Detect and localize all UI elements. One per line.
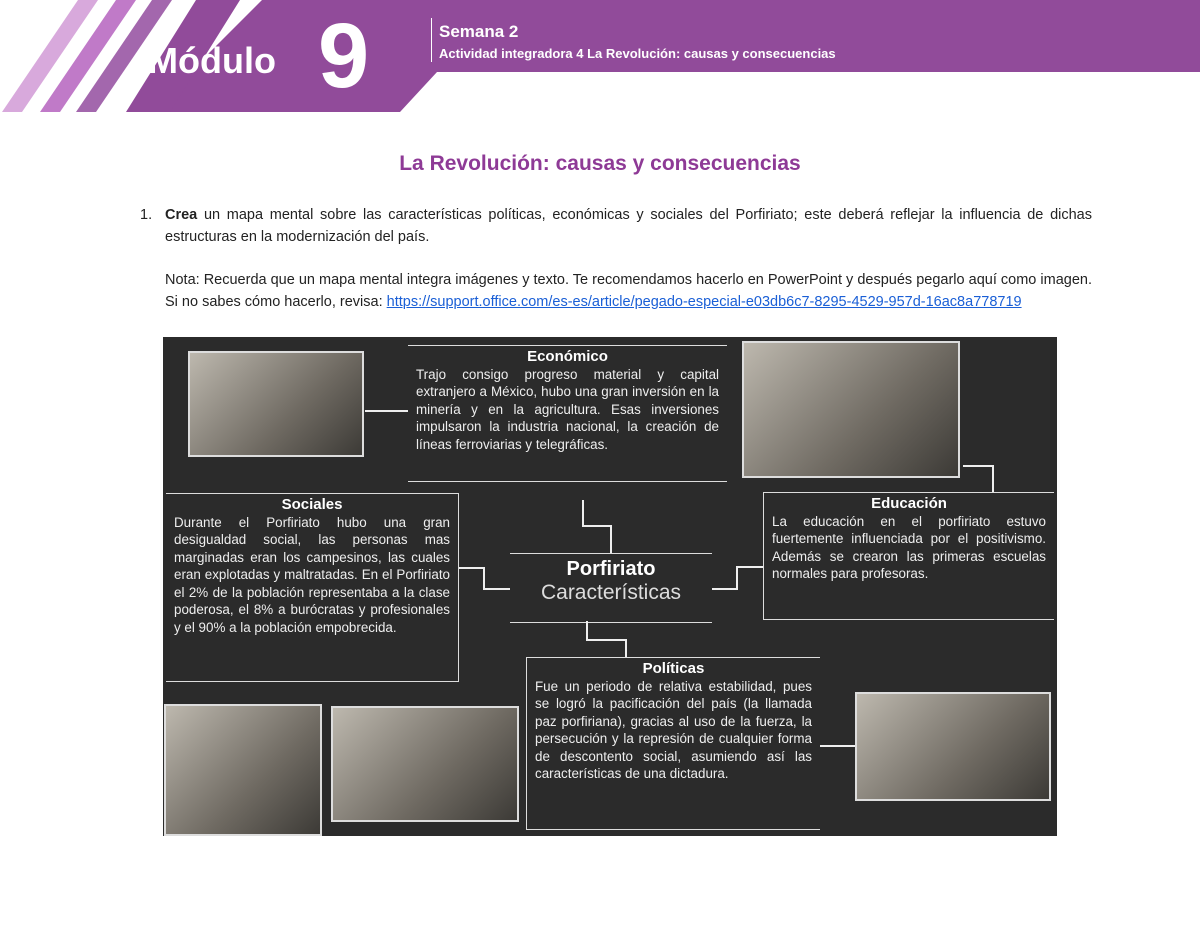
center-title: Porfiriato bbox=[566, 558, 656, 580]
note-text: Nota: Recuerda que un mapa mental integra imágenes y texto. Te recomendamos hacerlo en PowerPoint y después pegarlo aquí como imagen. Si no sabes cómo hacerlo, revisa: bbox=[165, 272, 1092, 310]
connector-arrow bbox=[736, 566, 738, 590]
connector-arrow bbox=[625, 639, 627, 657]
porfiriato-center-node bbox=[510, 553, 712, 623]
connector-arrow bbox=[459, 567, 483, 569]
peasants-photo bbox=[331, 706, 519, 822]
connector-arrow bbox=[712, 588, 736, 590]
economico-text: Trajo consigo progreso material y capital extranjero a México, hubo una gran inversión en la minería y en la agricultura. Esas inversiones impulsaron la industria nacional, la creación de líneas ferroviarias y telegráficas. bbox=[416, 366, 719, 452]
educacion-title: Educación bbox=[871, 495, 947, 512]
economico-box bbox=[408, 345, 727, 482]
educacion-box bbox=[763, 492, 1054, 620]
instruction-item bbox=[140, 205, 1092, 313]
connector-arrow bbox=[820, 745, 855, 747]
center-subtitle: Características bbox=[540, 581, 682, 604]
instruction-verb: Crea bbox=[165, 207, 198, 223]
instruction-text: un mapa mental sobre las características políticas, económicas y sociales del Porfiriato; este deberá reflejar la influencia de dichas estructuras en la modernización del país. bbox=[165, 207, 1092, 245]
connector-arrow bbox=[582, 525, 612, 527]
politicas-box bbox=[526, 657, 820, 830]
train-photo bbox=[188, 351, 364, 457]
school-photo bbox=[742, 341, 960, 478]
politicas-text: Fue un periodo de relativa estabilidad, pues se logró la pacificación del país (la llamada paz porfiriana), gracias al uso de la fuerza, la persecución y la represión de cualquier forma de descontento social, asumiendo así las características de una dictadura. bbox=[535, 678, 812, 781]
activity-title: Actividad integradora 4 La Revolución: causas y consecuencias bbox=[439, 46, 836, 61]
politicians-photo bbox=[855, 692, 1051, 801]
week-label: Semana 2 bbox=[439, 22, 519, 41]
mind-map-image bbox=[163, 337, 1057, 836]
connector-arrow bbox=[483, 567, 485, 589]
module-number: 9 bbox=[318, 5, 370, 107]
connector-arrow bbox=[365, 410, 408, 412]
module-label: Módulo bbox=[148, 40, 276, 81]
support-link[interactable]: https://support.office.com/es-es/article/pegado-especial-e03db6c7-8295-4529-957d-16ac8a778719 bbox=[386, 293, 1022, 310]
connector-arrow bbox=[963, 465, 994, 467]
sociales-text: Durante el Porfiriato hubo una gran desigualdad social, las personas mas marginadas eran los campesinos, las cuales eran explotadas y maltratadas. En el Porfiriato el 2% de la población representaba a la clase poderosa, el 8% a burócratas y profesionales y el 90% a la población empobrecida. bbox=[174, 514, 450, 635]
connector-arrow bbox=[586, 621, 588, 640]
sociales-box bbox=[166, 493, 459, 682]
politicas-title: Políticas bbox=[642, 660, 705, 677]
module-header-banner bbox=[0, 0, 1200, 115]
connector-arrow bbox=[736, 566, 763, 568]
sociales-title: Sociales bbox=[281, 496, 343, 513]
elite-society-photo bbox=[164, 704, 322, 836]
page-title: La Revolución: causas y consecuencias bbox=[399, 152, 801, 175]
item-number: 1. bbox=[140, 207, 153, 223]
divider bbox=[431, 18, 432, 62]
economico-title: Económico bbox=[527, 348, 608, 365]
connector-arrow bbox=[586, 639, 626, 641]
connector-arrow bbox=[610, 525, 612, 553]
connector-arrow bbox=[992, 465, 994, 492]
connector-arrow bbox=[582, 500, 584, 526]
educacion-text: La educación en el porfiriato estuvo fuertemente influenciada por el positivismo. Además se crearon las primeras escuelas normales para profesoras. bbox=[772, 513, 1046, 581]
connector-arrow bbox=[483, 588, 510, 590]
